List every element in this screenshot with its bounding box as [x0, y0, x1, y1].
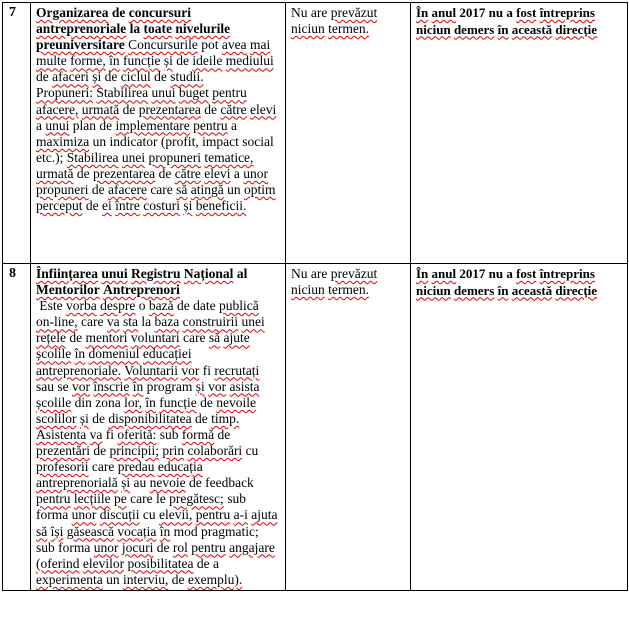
deadline-cell [286, 3, 411, 264]
deadline-cell [286, 264, 411, 591]
table-row-8 [3, 264, 628, 591]
paragraph: Nu are prevăzut niciun termen. [291, 5, 378, 37]
paragraph: Nu are prevăzut niciun termen. [291, 266, 378, 298]
measure-description-cell [31, 3, 286, 264]
paragraph: În anul 2017 nu a fost întreprins niciun demers în această direcție [416, 266, 598, 298]
row-number: 8 [3, 264, 31, 591]
paragraph: În anul 2017 nu a fost întreprins niciun demers în această direcție [416, 5, 598, 37]
paragraph: Organizarea de concursuri antreprenoriale la toate nivelurile preuniversitare Concursurile pot avea mai multe forme, în funcție și de ideile mediului de afaceri și de ciclul de studii. [36, 5, 274, 85]
table-row-7 [3, 3, 628, 264]
measure-description-cell [31, 264, 286, 591]
row-number: 7 [3, 3, 31, 264]
paragraph: Înființarea unui Registru Național al Mentorilor Antreprenori [36, 266, 248, 298]
status-2017-cell [411, 3, 628, 264]
status-2017-cell [411, 264, 628, 591]
paragraph: Propuneri: Stabilirea unui buget pentru afacere, urmată de prezentarea de către elevi a unui plan de implementare pentru a maximiza un indicator (profit, impact social etc.); Stabilirea unei propuneri tematice, urmată de prezentarea de către elevi a unor propuneri de afacere care să atingă un optim perceput de ei între costuri și beneficii. [36, 85, 277, 214]
action-plan-table [2, 2, 628, 591]
paragraph: Este vorba despre o bază de date publică on-line, care va sta la baza construirii unei rețele de mentori voluntari care să ajute școlile în domeniul educației antreprenoriale. Voluntarii vor fi recrutați sau se vor înscrie în program și vor asista școlile din zona lor, în funcție de nevoile scolilor și de disponibilitatea de timp. Asistenta va fi oferită: sub formă de prezentări de principii; prin colaborări cu profesorii care predau educația antreprenorială și au nevoie de feedback pentru lecțiile pe care le pregătesc; sub forma unor discuții cu elevii, pentru a-i ajuta să își găsească vocația în mod pragmatic; sub forma unor jocuri de rol pentru angajare (oferind elevilor posibilitatea de a experimenta un interviu, de exemplu). [36, 298, 278, 587]
